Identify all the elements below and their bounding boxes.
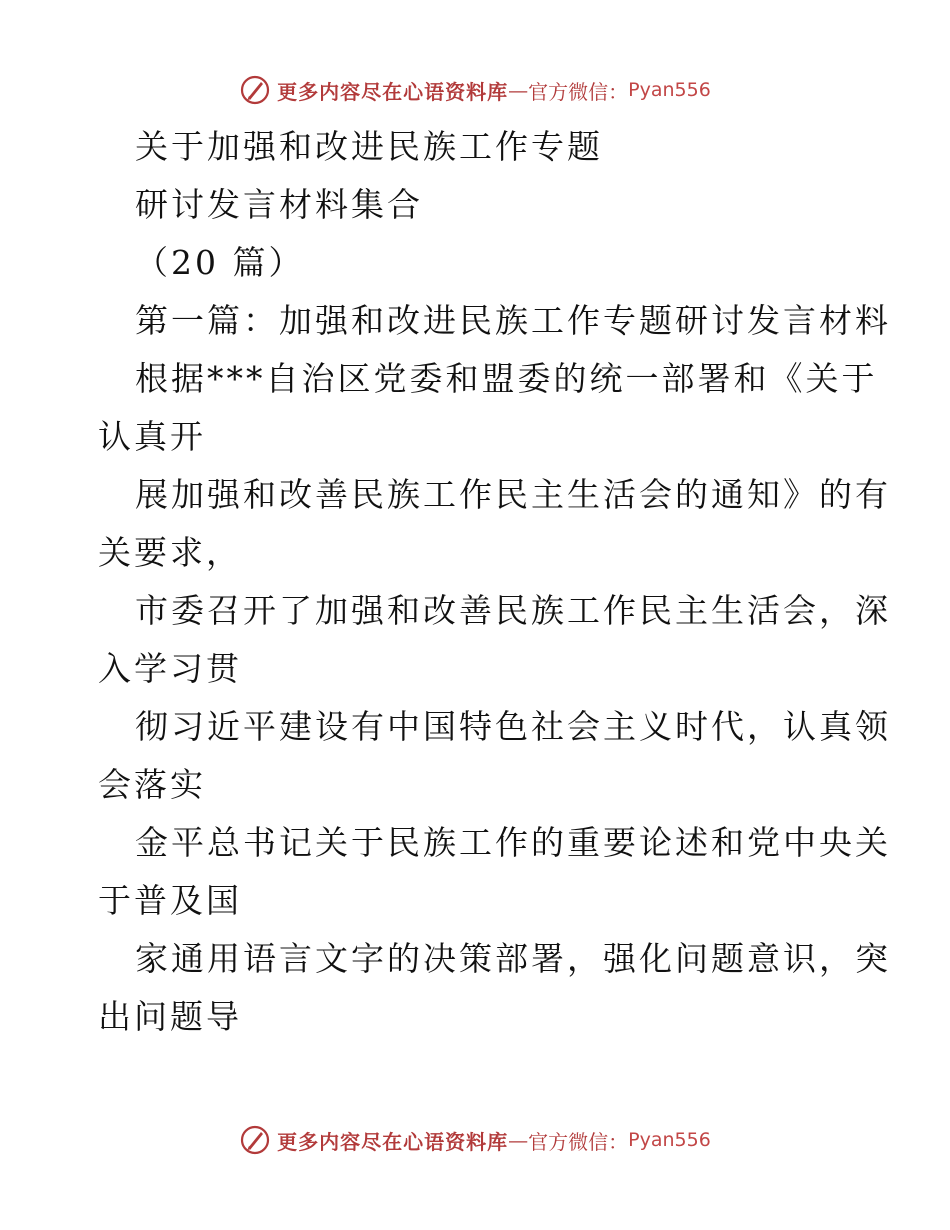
watermark-brand: 更多内容尽在心语资料库	[277, 1129, 509, 1154]
paragraph-line: 市委召开了加强和改善民族工作民主生活会，深	[135, 591, 891, 630]
header-watermark	[0, 70, 950, 110]
paragraph-line: 关要求，	[98, 533, 242, 572]
paragraph-line: 会落实	[98, 765, 206, 804]
paragraph-line: 展加强和改善民族工作民主生活会的通知》的有	[135, 475, 891, 514]
paragraph-line: 第一篇：加强和改进民族工作专题研讨发言材料	[135, 301, 891, 340]
quill-pen-logo-icon	[239, 74, 271, 106]
watermark-account: Pyan556	[628, 1129, 711, 1151]
document-title-line-1: 关于加强和改进民族工作专题	[135, 127, 603, 166]
paragraph-line: 家通用语言文字的决策部署，强化问题意识，突	[135, 939, 891, 978]
quill-pen-logo-icon	[239, 1124, 271, 1156]
watermark-contact-label: 官方微信：	[528, 1129, 629, 1154]
paragraph-line: 金平总书记关于民族工作的重要论述和党中央关	[135, 823, 891, 862]
footer-watermark	[0, 1120, 950, 1160]
paragraph-line: 出问题导	[98, 997, 242, 1036]
paragraph-line: 根据***自治区党委和盟委的统一部署和《关于	[135, 359, 878, 398]
watermark-dash: —	[508, 1128, 529, 1152]
document-title-line-2: 研讨发言材料集合	[135, 185, 423, 224]
paragraph-line: 于普及国	[98, 881, 242, 920]
paragraph-line: 入学习贯	[98, 649, 242, 688]
watermark-contact-label: 官方微信：	[528, 79, 629, 104]
document-count: （20 篇）	[135, 243, 305, 282]
watermark-dash: —	[508, 78, 529, 102]
paragraph-line: 彻习近平建设有中国特色社会主义时代，认真领	[135, 707, 891, 746]
watermark-account: Pyan556	[628, 79, 711, 101]
watermark-brand: 更多内容尽在心语资料库	[277, 79, 509, 104]
paragraph-line: 认真开	[98, 417, 206, 456]
